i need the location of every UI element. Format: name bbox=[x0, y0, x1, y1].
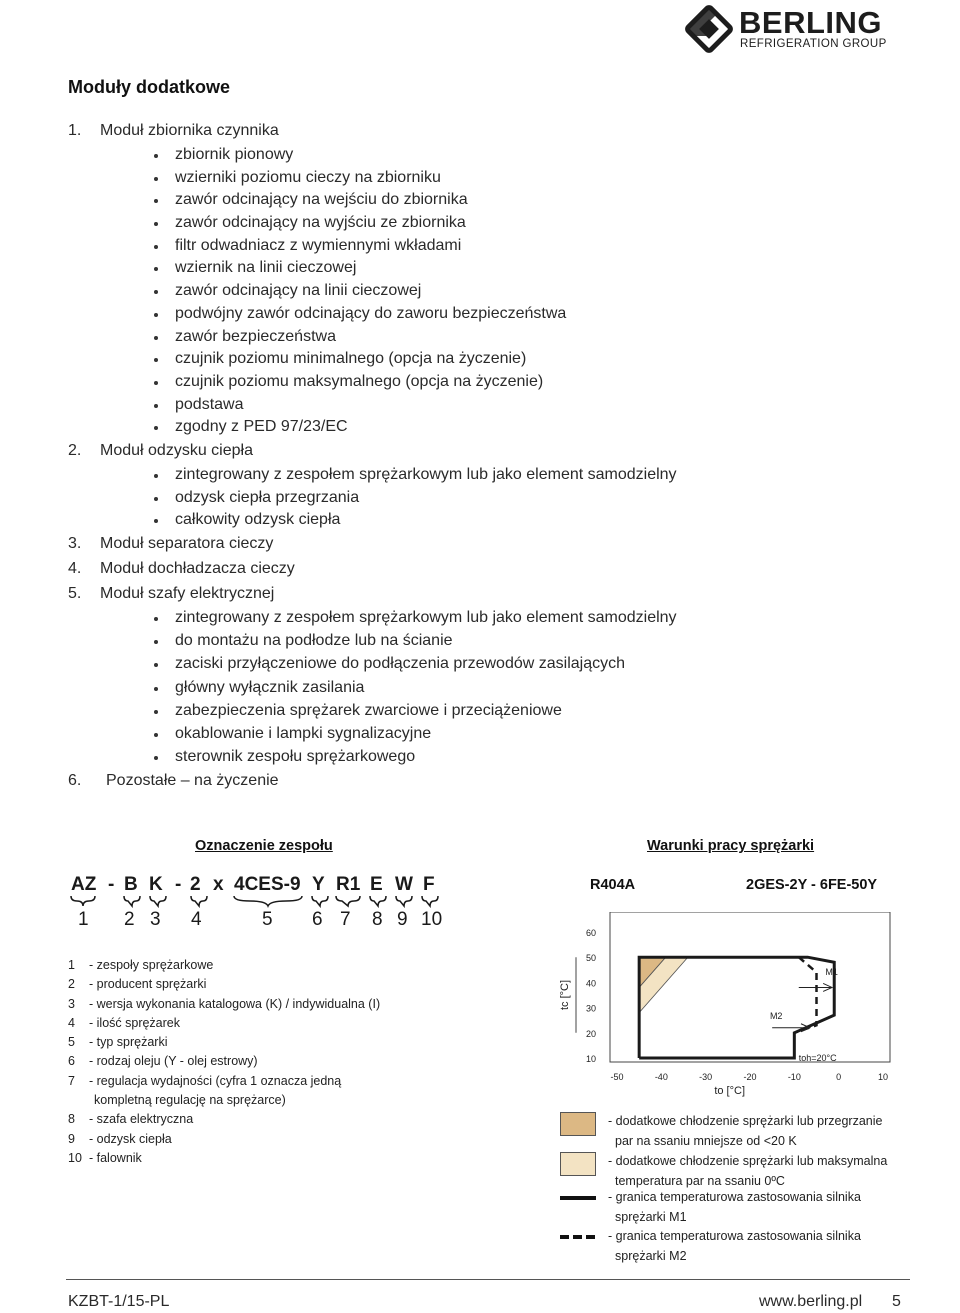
module-heading bbox=[0, 582, 960, 607]
list-item bbox=[0, 630, 960, 653]
light-fill-swatch bbox=[560, 1152, 596, 1176]
logo-subtitle: REFRIGERATION GROUP bbox=[740, 38, 887, 50]
y-tick-label: 60 bbox=[585, 928, 596, 938]
legend-value: - typ sprężarki bbox=[89, 1035, 168, 1050]
code-part: W bbox=[395, 874, 413, 895]
berling-logo bbox=[684, 4, 896, 54]
bullet-icon bbox=[154, 336, 158, 340]
list-item bbox=[0, 303, 960, 326]
list-item-text: sterownik zespołu sprężarkowego bbox=[175, 748, 416, 766]
module-label: Moduł zbiornika czynnika bbox=[100, 122, 279, 139]
list-item bbox=[0, 677, 960, 700]
legend-key: 5 bbox=[68, 1035, 75, 1050]
legend-line-1: - granica temperaturowa zastosowania silnika bbox=[608, 1229, 861, 1243]
module-label: Pozostałe – na życzenie bbox=[106, 772, 279, 790]
module-number: 5. bbox=[68, 585, 82, 602]
annotation-m2: M2 bbox=[769, 1010, 783, 1021]
legend-key: 6 bbox=[68, 1054, 75, 1069]
x-tick-label: -20 bbox=[743, 1072, 757, 1082]
list-item-text: zabezpieczenia sprężarek zwarciowe i przeciążeniowe bbox=[175, 701, 562, 719]
x-tick-label: -50 bbox=[610, 1072, 624, 1082]
bullet-icon bbox=[154, 497, 158, 501]
code-braces bbox=[60, 894, 450, 908]
page-number: 5 bbox=[892, 1293, 901, 1310]
chart-legend-item bbox=[560, 1188, 900, 1228]
bullet-icon bbox=[154, 519, 158, 523]
list-item-text: zintegrowany z zespołem sprężarkowym lub jako element samodzielny bbox=[175, 465, 677, 483]
y-tick-label: 50 bbox=[585, 953, 596, 964]
code-number: 5 bbox=[262, 909, 273, 930]
legend-key: 4 bbox=[68, 1015, 75, 1030]
list-item bbox=[0, 144, 960, 167]
list-item bbox=[0, 189, 960, 212]
bullet-icon bbox=[154, 290, 158, 294]
code-part: 2 bbox=[190, 874, 201, 895]
list-item-text: całkowity odzysk ciepła bbox=[175, 511, 341, 529]
conditions-heading: Warunki pracy sprężarki bbox=[647, 838, 815, 854]
y-tick-label: 10 bbox=[585, 1054, 596, 1064]
legend-value: - regulacja wydajności (cyfra 1 oznacza jedną bbox=[89, 1073, 342, 1088]
list-item bbox=[0, 394, 960, 417]
list-item-text: do montażu na podłodze lub na ścianie bbox=[175, 632, 453, 650]
list-item bbox=[0, 371, 960, 394]
code-number: 6 bbox=[312, 909, 323, 930]
list-item-text: podstawa bbox=[175, 395, 244, 413]
list-item-text: filtr odwadniacz z wymiennymi wkładami bbox=[175, 236, 462, 254]
legend-key: 8 bbox=[68, 1112, 75, 1127]
list-item-text: zaciski przyłączeniowe do podłączenia przewodów zasilających bbox=[175, 655, 625, 673]
list-item-text: główny wyłącznik zasilania bbox=[175, 678, 365, 696]
bullet-icon bbox=[154, 199, 158, 203]
code-number: 7 bbox=[340, 909, 351, 930]
legend-line-2: temperatura par na ssaniu 0ºC bbox=[615, 1173, 785, 1188]
bullet-icon bbox=[154, 663, 158, 667]
legend-value: - szafa elektryczna bbox=[89, 1112, 194, 1127]
logo-name: BERLING bbox=[739, 5, 882, 40]
designation-heading: Oznaczenie zespołu bbox=[195, 838, 333, 854]
code-part: R1 bbox=[336, 874, 361, 895]
y-tick-label: 20 bbox=[585, 1028, 596, 1039]
legend-line-1: - dodatkowe chłodzenie sprężarki lub maksymalna bbox=[608, 1154, 888, 1168]
list-item bbox=[0, 280, 960, 303]
code-number: 9 bbox=[397, 909, 408, 930]
module-label: Moduł separatora cieczy bbox=[100, 535, 274, 552]
list-item-text: czujnik poziomu minimalnego (opcja na życzenie) bbox=[175, 350, 527, 368]
list-item bbox=[0, 348, 960, 371]
footer-divider bbox=[66, 1279, 910, 1280]
list-item bbox=[0, 509, 960, 532]
code-part: Y bbox=[312, 874, 325, 895]
bullet-icon bbox=[154, 358, 158, 362]
legend-key: 3 bbox=[68, 996, 75, 1011]
list-item bbox=[0, 257, 960, 280]
code-part: AZ bbox=[71, 874, 97, 895]
list-item-text: odzysk ciepła przegrzania bbox=[175, 488, 360, 506]
bullet-icon bbox=[154, 313, 158, 317]
legend-key: 10 bbox=[68, 1150, 82, 1165]
list-item bbox=[0, 212, 960, 235]
x-tick-label: -40 bbox=[654, 1072, 668, 1082]
x-tick-label: -10 bbox=[787, 1072, 801, 1082]
legend-key: 2 bbox=[68, 977, 75, 992]
code-number: 10 bbox=[421, 909, 443, 930]
list-item-text: zintegrowany z zespołem sprężarkowym lub jako element samodzielny bbox=[175, 609, 677, 626]
code-part: F bbox=[423, 874, 435, 895]
y-tick-label: 40 bbox=[585, 978, 596, 989]
code-part: - bbox=[108, 874, 115, 895]
list-item bbox=[0, 487, 960, 510]
list-item-text: okablowanie i lampki sygnalizacyjne bbox=[175, 724, 432, 742]
module-heading bbox=[0, 532, 960, 557]
code-number: 1 bbox=[78, 909, 89, 930]
legend-line-2: par na ssaniu mniejsze od <20 K bbox=[615, 1133, 797, 1148]
list-item bbox=[0, 746, 960, 769]
code-part: - bbox=[175, 874, 182, 895]
code-part: 4CES-9 bbox=[234, 874, 301, 895]
list-item-text: zawór odcinający na wejściu do zbiornika bbox=[175, 191, 468, 209]
bullet-icon bbox=[154, 756, 158, 760]
bullet-icon bbox=[154, 640, 158, 644]
bullet-icon bbox=[154, 710, 158, 714]
module-number: 3. bbox=[68, 535, 82, 552]
list-item-text: zbiornik pionowy bbox=[175, 146, 294, 163]
y-tick-label: 30 bbox=[585, 1003, 596, 1014]
legend-value: - odzysk ciepła bbox=[89, 1131, 172, 1146]
module-heading bbox=[0, 557, 960, 582]
operating-envelope-chart bbox=[550, 912, 900, 1102]
list-item bbox=[0, 416, 960, 439]
legend-value: - rodzaj oleju (Y - olej estrowy) bbox=[89, 1054, 258, 1069]
chart-legend-item bbox=[560, 1112, 900, 1152]
x-tick-label: -30 bbox=[699, 1072, 713, 1082]
code-number: 8 bbox=[372, 909, 383, 930]
list-item-text: czujnik poziomu maksymalnego (opcja na życzenie) bbox=[175, 372, 544, 390]
list-item bbox=[0, 700, 960, 723]
dark-fill-swatch bbox=[560, 1112, 596, 1136]
bullet-icon bbox=[154, 177, 158, 181]
legend-value: - falownik bbox=[89, 1150, 142, 1165]
annotation-m1: M1 bbox=[825, 966, 838, 977]
bullet-icon bbox=[154, 267, 158, 271]
module-label: Moduł odzysku ciepła bbox=[100, 441, 253, 459]
bullet-icon bbox=[154, 733, 158, 737]
legend-key: 1 bbox=[68, 958, 75, 972]
y-axis-label: tc [°C] bbox=[559, 979, 571, 1011]
list-item bbox=[0, 607, 960, 630]
module-number: 2. bbox=[68, 441, 82, 459]
legend-line-2: sprężarki M2 bbox=[615, 1248, 687, 1263]
compressor-model: 2GES-2Y - 6FE-50Y bbox=[746, 877, 878, 893]
list-item-text: zgodny z PED 97/23/EC bbox=[175, 418, 348, 436]
legend-key: 9 bbox=[68, 1131, 75, 1146]
list-item bbox=[0, 464, 960, 487]
legend-value: kompletną regulację na sprężarce) bbox=[94, 1093, 286, 1108]
legend-line-1: - granica temperaturowa zastosowania silnika bbox=[608, 1190, 861, 1204]
footer-doc-code: KZBT-1/15-PL bbox=[68, 1293, 170, 1310]
list-item bbox=[0, 653, 960, 676]
page-title: Moduły dodatkowe bbox=[68, 77, 230, 97]
list-item-text: zawór bezpieczeństwa bbox=[175, 327, 336, 345]
module-number: 1. bbox=[68, 122, 82, 139]
modules-list bbox=[0, 119, 960, 794]
legend-line-2: sprężarki M1 bbox=[615, 1209, 687, 1224]
bullet-icon bbox=[154, 474, 158, 478]
code-part: B bbox=[124, 874, 138, 895]
list-item-text: zawór odcinający na linii cieczowej bbox=[175, 282, 422, 300]
bullet-icon bbox=[154, 426, 158, 430]
legend-value: - zespoły sprężarkowe bbox=[89, 958, 214, 972]
list-item-text: wziernik na linii cieczowej bbox=[175, 259, 357, 277]
berling-logo-icon bbox=[684, 4, 734, 54]
code-part: K bbox=[149, 874, 163, 895]
chart-legend-item bbox=[560, 1227, 900, 1267]
bullet-icon bbox=[154, 404, 158, 408]
legend-value: - wersja wykonania katalogowa (K) / indywidualna (I) bbox=[89, 996, 381, 1011]
list-item bbox=[0, 326, 960, 349]
list-item bbox=[0, 235, 960, 258]
annotation-toh: toh=20°C bbox=[798, 1053, 837, 1063]
code-part: x bbox=[213, 874, 224, 895]
bullet-icon bbox=[154, 222, 158, 226]
code-number: 4 bbox=[191, 909, 202, 930]
bullet-icon bbox=[154, 617, 158, 621]
solid-line-swatch bbox=[560, 1196, 596, 1200]
list-item-text: wzierniki poziomu cieczy na zbiorniku bbox=[175, 168, 441, 186]
module-label: Moduł szafy elektrycznej bbox=[100, 585, 275, 602]
chart-legend-item bbox=[560, 1152, 900, 1192]
footer-url: www.berling.pl bbox=[759, 1293, 863, 1310]
module-label: Moduł dochładzacza cieczy bbox=[100, 560, 295, 577]
legend-value: - producent sprężarki bbox=[89, 977, 207, 992]
list-item bbox=[0, 167, 960, 190]
list-item bbox=[0, 723, 960, 746]
module-heading bbox=[0, 769, 960, 794]
module-number: 4. bbox=[68, 560, 82, 577]
bullet-icon bbox=[154, 245, 158, 249]
legend-line-1: - dodatkowe chłodzenie sprężarki lub przegrzanie bbox=[608, 1114, 883, 1128]
module-heading bbox=[0, 119, 960, 144]
code-number: 3 bbox=[150, 909, 161, 930]
refrigerant-label: R404A bbox=[590, 877, 636, 893]
module-heading bbox=[0, 439, 960, 464]
dashed-line-swatch bbox=[560, 1235, 596, 1239]
x-axis-label: to [°C] bbox=[714, 1085, 746, 1097]
bullet-icon bbox=[154, 687, 158, 691]
bullet-icon bbox=[154, 154, 158, 158]
bullet-icon bbox=[154, 381, 158, 385]
list-item-text: zawór odcinający na wyjściu ze zbiornika bbox=[175, 214, 466, 232]
x-tick-label: 0 bbox=[836, 1072, 842, 1082]
code-part: E bbox=[370, 874, 383, 895]
code-number: 2 bbox=[124, 909, 135, 930]
legend-value: - ilość sprężarek bbox=[89, 1015, 180, 1030]
x-tick-label: 10 bbox=[877, 1072, 889, 1082]
list-item-text: podwójny zawór odcinający do zaworu bezpieczeństwa bbox=[175, 304, 567, 322]
module-number: 6. bbox=[68, 772, 82, 790]
legend-key: 7 bbox=[68, 1073, 75, 1088]
